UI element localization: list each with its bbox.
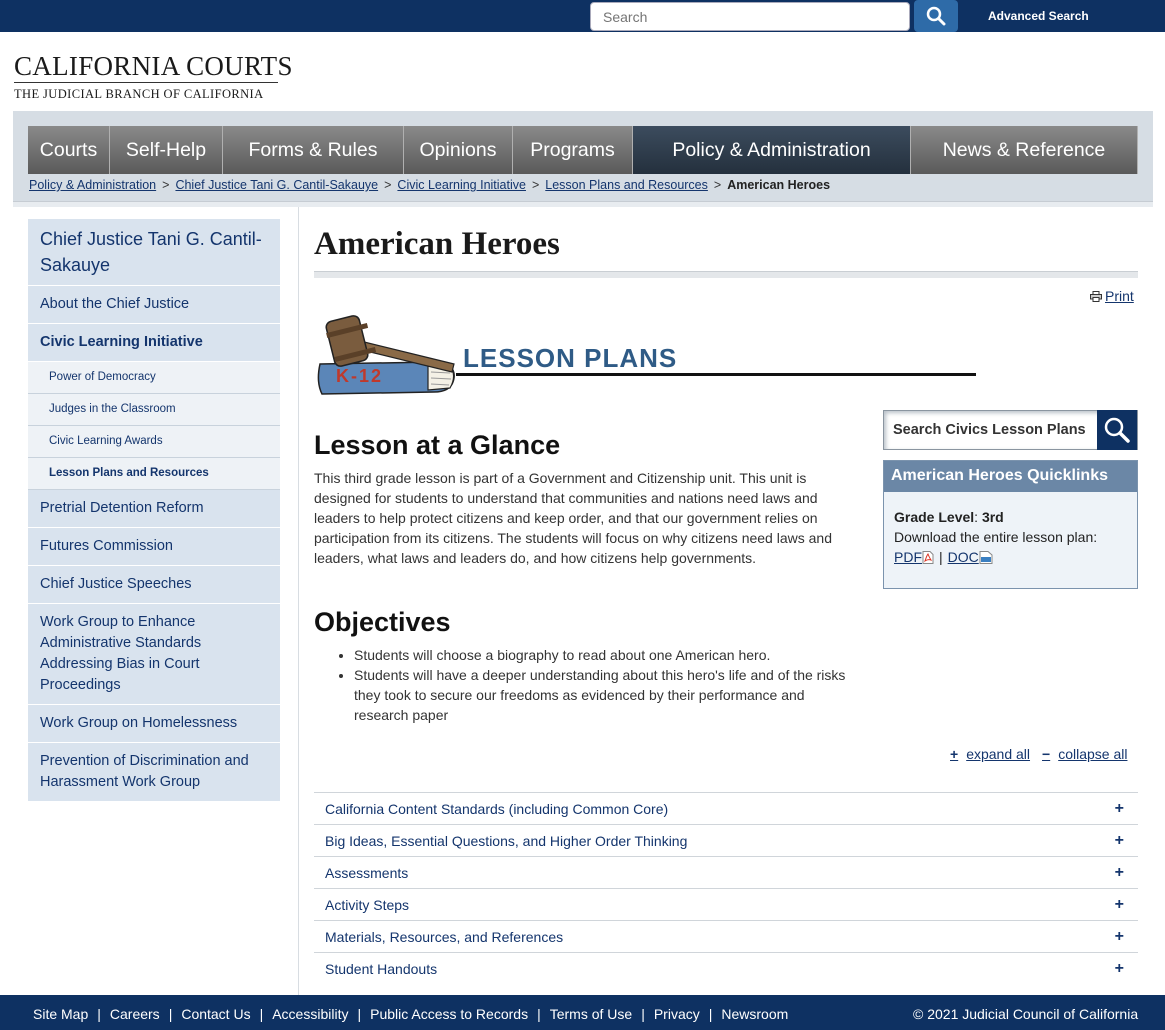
accordion-item-standards[interactable] bbox=[314, 792, 1138, 824]
print-link[interactable] bbox=[1090, 288, 1134, 304]
accordion-label: Materials, Resources, and References bbox=[325, 928, 564, 945]
advanced-search-link[interactable]: Advanced Search bbox=[988, 9, 1089, 23]
list-item: • Students will have a deeper understanding about this hero's life and of the risks they took to secure our freedoms as evidenced by their performance and research paper bbox=[354, 665, 854, 725]
nav-area bbox=[13, 111, 1153, 207]
footer-separator: | bbox=[641, 1006, 645, 1022]
sidebar-item-pretrial[interactable]: Pretrial Detention Reform bbox=[28, 490, 280, 528]
breadcrumb-separator: > bbox=[384, 178, 392, 192]
grade-level-value: 3rd bbox=[981, 509, 1004, 525]
sidebar-item-bias-work-group[interactable]: Work Group to Enhance Administrative Standards Addressing Bias in Court Proceedings bbox=[28, 604, 280, 705]
plus-icon: + bbox=[1114, 799, 1124, 817]
doc-file-icon bbox=[979, 551, 993, 564]
accordion-item-handouts[interactable] bbox=[314, 952, 1138, 984]
breadcrumb-link[interactable]: Chief Justice Tani G. Cantil-Sakauye bbox=[175, 178, 379, 192]
plus-icon: + bbox=[1114, 959, 1124, 977]
grade-badge: K-12 bbox=[336, 366, 384, 386]
main-nav bbox=[28, 126, 1138, 174]
footer-separator: | bbox=[168, 1006, 173, 1022]
glance-heading: Lesson at a Glance bbox=[314, 430, 561, 460]
quicklinks-body bbox=[884, 492, 1137, 582]
accordion-label: Student Handouts bbox=[325, 960, 438, 977]
accordion-item-big-ideas[interactable] bbox=[314, 824, 1138, 856]
accordion-label: California Content Standards (including Common Core) bbox=[325, 800, 669, 817]
accordion-item-assessments[interactable] bbox=[314, 856, 1138, 888]
nav-tab-forms-rules[interactable]: Forms & Rules bbox=[223, 126, 404, 174]
sidebar-item-speeches[interactable]: Chief Justice Speeches bbox=[28, 566, 280, 604]
sidebar-divider bbox=[298, 207, 299, 995]
accordion bbox=[314, 792, 1138, 984]
quicklinks-panel bbox=[883, 460, 1138, 589]
breadcrumb-link[interactable]: Civic Learning Initiative bbox=[397, 178, 526, 192]
footer-separator: | bbox=[259, 1006, 264, 1022]
copyright: © 2021 Judicial Council of California bbox=[913, 1006, 1139, 1022]
sidebar-item-homelessness[interactable]: Work Group on Homelessness bbox=[28, 705, 280, 743]
breadcrumb-current: American Heroes bbox=[727, 178, 831, 192]
plus-icon: + bbox=[950, 746, 959, 762]
sidebar-item-discrimination[interactable]: Prevention of Discrimination and Harassment Work Group bbox=[28, 743, 280, 802]
collapse-all-link[interactable] bbox=[1042, 746, 1127, 762]
sidebar-item-futures[interactable]: Futures Commission bbox=[28, 528, 280, 566]
sidebar-subitem-lesson-plans[interactable]: Lesson Plans and Resources bbox=[28, 458, 280, 490]
sidebar-subitem-civic-awards[interactable]: Civic Learning Awards bbox=[28, 426, 280, 458]
logo-divider bbox=[14, 82, 278, 83]
search-icon bbox=[1104, 417, 1130, 443]
nav-divider bbox=[13, 201, 1153, 207]
sidebar bbox=[28, 219, 280, 802]
list-item: • Students will choose a biography to read about one American hero. bbox=[354, 645, 854, 665]
civics-search-label: Search Civics Lesson Plans bbox=[893, 422, 1086, 438]
printer-icon bbox=[1090, 291, 1102, 302]
plus-icon: + bbox=[1114, 927, 1124, 945]
footer bbox=[0, 995, 1165, 1030]
pdf-file-icon bbox=[922, 551, 934, 564]
top-bar bbox=[0, 0, 1165, 32]
footer-link-privacy[interactable]: Privacy bbox=[653, 1006, 700, 1022]
print-label: Print bbox=[1105, 288, 1134, 304]
breadcrumb-separator: > bbox=[713, 178, 722, 192]
footer-link-public-access[interactable]: Public Access to Records bbox=[370, 1006, 529, 1022]
breadcrumb-link[interactable]: Policy & Administration bbox=[29, 178, 157, 192]
quicklinks-title: American Heroes Quicklinks bbox=[884, 461, 1137, 492]
expand-all-link[interactable] bbox=[950, 746, 1030, 762]
plus-icon: + bbox=[1114, 831, 1124, 849]
banner-rule bbox=[456, 373, 976, 376]
footer-link-contact[interactable]: Contact Us bbox=[181, 1006, 251, 1022]
nav-tab-programs[interactable]: Programs bbox=[513, 126, 633, 174]
civics-search-button[interactable] bbox=[1097, 410, 1137, 450]
objectives-list bbox=[354, 645, 854, 725]
minus-icon: − bbox=[1042, 746, 1051, 762]
plus-icon: + bbox=[1114, 863, 1124, 881]
breadcrumb bbox=[29, 178, 830, 192]
sidebar-heading[interactable]: Chief Justice Tani G. Cantil-Sakauye bbox=[28, 219, 280, 286]
site-logo[interactable] bbox=[14, 51, 293, 102]
footer-separator: | bbox=[357, 1006, 362, 1022]
footer-link-accessibility[interactable]: Accessibility bbox=[272, 1006, 349, 1022]
search-input[interactable] bbox=[590, 2, 910, 31]
breadcrumb-link[interactable]: Lesson Plans and Resources bbox=[545, 178, 708, 192]
accordion-item-activity-steps[interactable] bbox=[314, 888, 1138, 920]
lesson-plans-banner bbox=[316, 312, 976, 396]
doc-link[interactable]: DOC bbox=[947, 549, 979, 565]
download-text: Download the entire lesson plan: bbox=[894, 529, 1098, 545]
footer-separator: | bbox=[708, 1006, 713, 1022]
grade-level-sep: : bbox=[974, 509, 979, 525]
accordion-label: Activity Steps bbox=[325, 896, 410, 913]
grade-level-label: Grade Level bbox=[894, 509, 975, 525]
page-title: American Heroes bbox=[314, 226, 560, 262]
footer-separator: | bbox=[537, 1006, 541, 1022]
objectives-heading: Objectives bbox=[314, 607, 451, 637]
collapse-all-label: collapse all bbox=[1058, 746, 1128, 762]
nav-tab-news-reference[interactable]: News & Reference bbox=[911, 126, 1138, 174]
glance-text: This third grade lesson is part of a Government and Citizenship unit. This unit is designed for students to understand that communities and nations need laws and leaders to help protect citizens and keep order, and that our government relies on participation from its citizens. The students will focus on why citizens need laws and leaders, what laws and leaders do, and how citizens help governments. bbox=[314, 470, 832, 566]
footer-separator: | bbox=[97, 1006, 101, 1022]
banner-label: LESSON PLANS bbox=[463, 343, 678, 373]
search-icon bbox=[926, 6, 946, 26]
accordion-item-materials[interactable] bbox=[314, 920, 1138, 952]
footer-links bbox=[33, 1006, 788, 1022]
nav-tab-policy-administration[interactable]: Policy & Administration bbox=[633, 126, 911, 174]
search-button[interactable] bbox=[914, 0, 958, 32]
sidebar-subitem-judges-classroom[interactable]: Judges in the Classroom bbox=[28, 394, 280, 426]
nav-tab-courts[interactable]: Courts bbox=[28, 126, 110, 174]
logo-subtitle: THE JUDICIAL BRANCH OF CALIFORNIA bbox=[14, 87, 264, 101]
accordion-label: Big Ideas, Essential Questions, and Higher Order Thinking bbox=[325, 832, 688, 849]
expand-collapse-controls bbox=[950, 746, 1127, 762]
title-divider bbox=[314, 271, 1138, 278]
plus-icon: + bbox=[1114, 895, 1124, 913]
link-separator: | bbox=[939, 549, 943, 565]
pdf-link[interactable]: PDF bbox=[894, 549, 922, 565]
expand-all-label: expand all bbox=[966, 746, 1031, 762]
sidebar-item-about[interactable]: About the Chief Justice bbox=[28, 286, 280, 324]
footer-link-careers[interactable]: Careers bbox=[109, 1006, 160, 1022]
footer-link-terms[interactable]: Terms of Use bbox=[549, 1006, 633, 1022]
accordion-label: Assessments bbox=[325, 864, 409, 881]
footer-link-newsroom[interactable]: Newsroom bbox=[721, 1006, 789, 1022]
breadcrumb-separator: > bbox=[162, 178, 170, 192]
footer-link-site-map[interactable]: Site Map bbox=[33, 1006, 89, 1022]
sidebar-subitem-power-of-democracy[interactable]: Power of Democracy bbox=[28, 362, 280, 394]
logo-title: CALIFORNIA COURTS bbox=[14, 51, 293, 81]
breadcrumb-separator: > bbox=[531, 178, 540, 192]
civics-search-box[interactable] bbox=[883, 410, 1138, 450]
nav-tab-opinions[interactable]: Opinions bbox=[404, 126, 513, 174]
sidebar-item-civic-learning[interactable]: Civic Learning Initiative bbox=[28, 324, 280, 362]
nav-tab-self-help[interactable]: Self-Help bbox=[110, 126, 223, 174]
